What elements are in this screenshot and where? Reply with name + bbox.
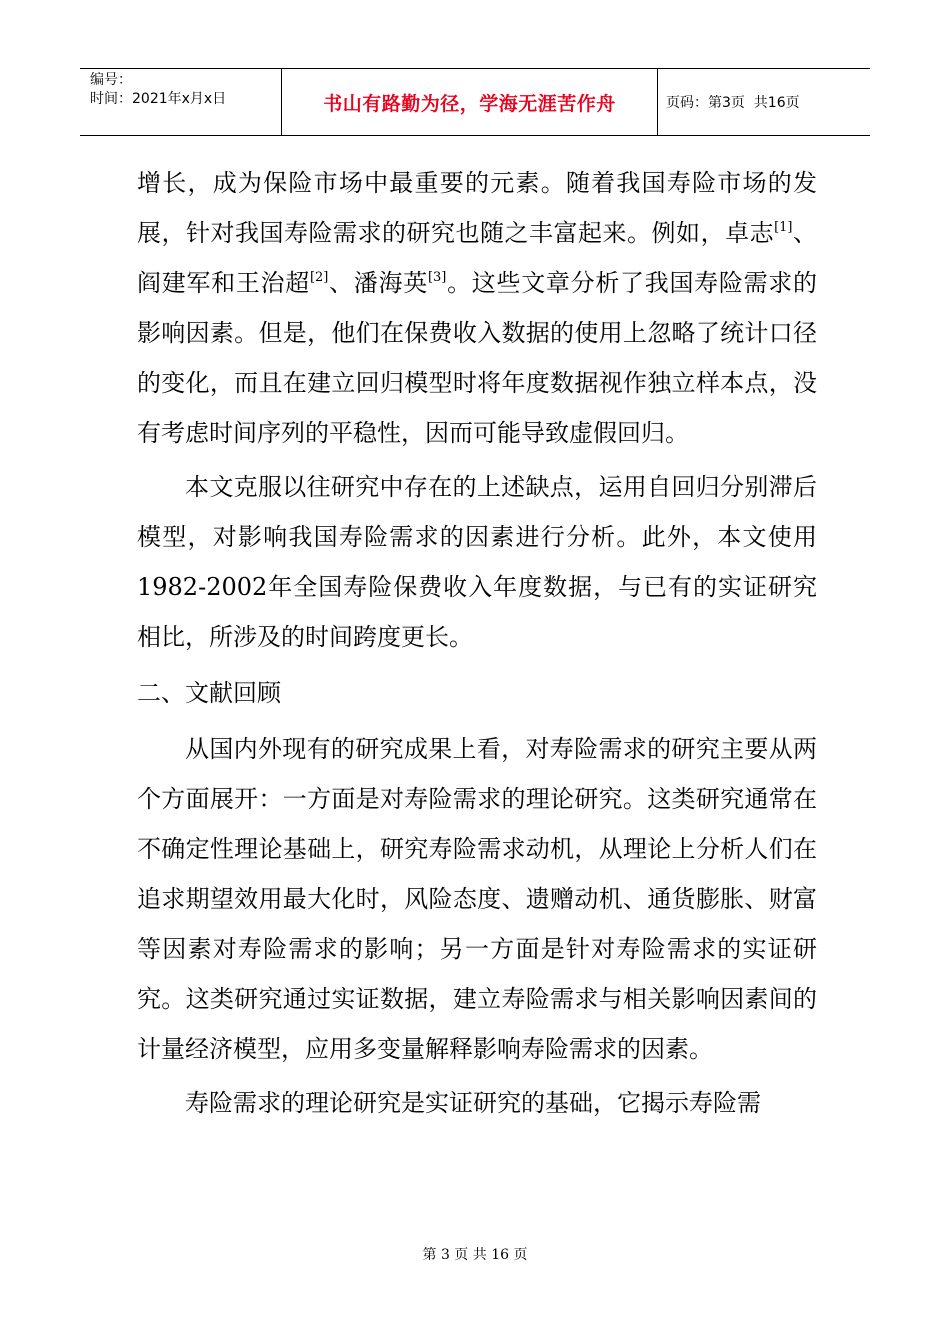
footer-page-number: 第 3 页 共 16 页 [422, 1247, 528, 1263]
paragraph-1 [137, 158, 817, 458]
document-number-label: 编号： [90, 72, 132, 88]
page-footer [0, 1244, 950, 1264]
header-page-label: 页码：第3页 共16页 [666, 95, 800, 111]
header-meta [80, 69, 282, 135]
page-header [80, 68, 870, 136]
paragraph-2: 本文克服以往研究中存在的上述缺点，运用自回归分别滞后模型，对影响我国寿险需求的因素进行分析。此外，本文使用1982-2002年全国寿险保费收入年度数据，与已有的实证研究相比，所涉及的时间跨度更长。 [137, 473, 817, 651]
paragraph-1-text-d: 。这些文章分析了我国寿险需求的影响因素。但是，他们在保费收入数据的使用上忽略了统计口径的变化，而且在建立回归模型时将年度数据视作独立样本点，没有考虑时间序列的平稳性，因而可能导致虚假回归。 [137, 269, 818, 447]
document-body [137, 158, 817, 1128]
paragraph-3: 从国内外现有的研究成果上看，对寿险需求的研究主要从两个方面展开：一方面是对寿险需求的理论研究。这类研究通常在不确定性理论基础上，研究寿险需求动机，从理论上分析人们在追求期望效用最大化时，风险态度、遗赠动机、通货膨胀、财富等因素对寿险需求的影响；另一方面是针对寿险需求的实证研究。这类研究通过实证数据，建立寿险需求与相关影响因素间的计量经济模型，应用多变量解释影响寿险需求的因素。 [137, 735, 817, 1063]
header-motto: 书山有路勤为径，学海无涯苦作舟 [282, 69, 658, 135]
paragraph-4: 寿险需求的理论研究是实证研究的基础，它揭示寿险需 [185, 1089, 761, 1117]
citation-2: [2] [309, 270, 329, 285]
citation-1: [1] [774, 220, 793, 235]
citation-3: [3] [427, 270, 447, 285]
document-date-label: 时间：2021年x月x日 [90, 91, 227, 107]
paragraph-1-text-a: 增长，成为保险市场中最重要的元素。随着我国寿险市场的发展，针对我国寿险需求的研究也随之丰富起来。例如，卓志 [137, 169, 817, 247]
header-page-info [658, 69, 870, 135]
paragraph-1-text-b: 、阎建军和王治超 [137, 219, 818, 297]
section-heading: 二、文献回顾 [137, 679, 281, 707]
paragraph-1-text-c: 、潘海英 [328, 269, 428, 297]
